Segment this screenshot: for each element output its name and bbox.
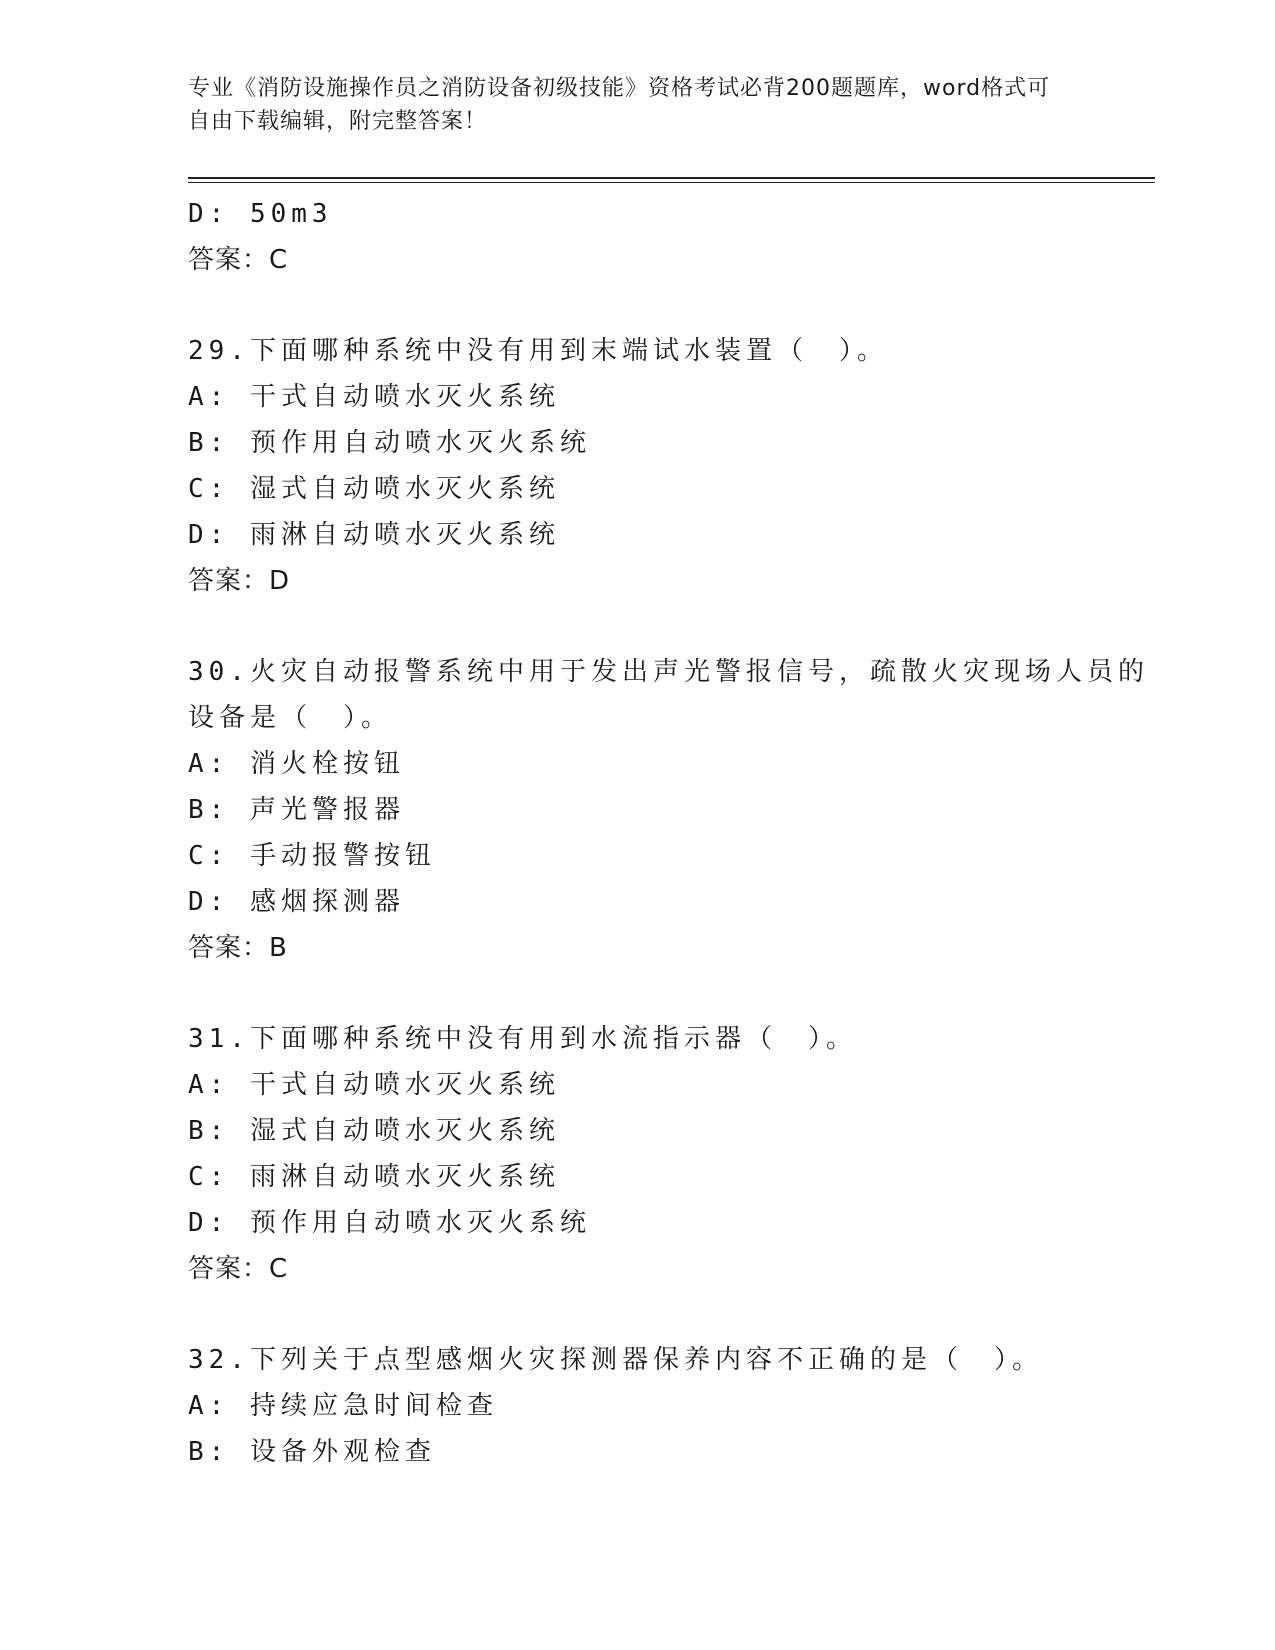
header-divider-thick	[188, 177, 1155, 179]
question-29-option-b: B: 预作用自动喷水灭火系统	[188, 428, 591, 458]
prev-option-d: D: 50m3	[188, 199, 333, 229]
page-header-title: 专业《消防设施操作员之消防设备初级技能》资格考试必背200题题库，word格式可自由下载编辑，附完整答案！	[188, 76, 1051, 134]
question-31-option-b: B: 湿式自动喷水灭火系统	[188, 1116, 560, 1146]
question-30-option-c: C: 手动报警按钮	[188, 841, 436, 871]
question-30-title-line2: 设备是（ ）。	[188, 703, 393, 733]
question-29-option-d: D: 雨淋自动喷水灭火系统	[188, 520, 560, 550]
question-29-option-c: C: 湿式自动喷水灭火系统	[188, 474, 560, 504]
question-29-title: 29.下面哪种系统中没有用到末端试水装置（ ）。	[188, 336, 888, 366]
spacer	[188, 971, 1088, 1016]
question-30-option-a: A: 消火栓按钮	[188, 749, 405, 779]
prev-answer: 答案：C	[188, 245, 289, 275]
question-30-option-b: B: 声光警报器	[188, 795, 405, 825]
question-29-answer: 答案：D	[188, 566, 291, 596]
question-31-title: 31.下面哪种系统中没有用到水流指示器（ ）。	[188, 1024, 857, 1054]
question-32-option-b: B: 设备外观检查	[188, 1437, 436, 1467]
question-32-title: 32.下列关于点型感烟火灾探测器保养内容不正确的是（ ）。	[188, 1345, 1043, 1375]
question-31-answer: 答案：C	[188, 1254, 289, 1284]
question-30-answer: 答案：B	[188, 933, 288, 963]
question-31-option-d: D: 预作用自动喷水灭火系统	[188, 1208, 591, 1238]
question-29-option-a: A: 干式自动喷水灭火系统	[188, 382, 560, 412]
header-divider-thin	[188, 182, 1155, 183]
question-30-option-d: D: 感烟探测器	[188, 887, 405, 917]
question-content	[188, 191, 1149, 1475]
question-30-title-line1: 30.火灾自动报警系统中用于发出声光警报信号，疏散火灾现场人员的	[188, 657, 1149, 687]
question-31-option-c: C: 雨淋自动喷水灭火系统	[188, 1162, 560, 1192]
spacer	[188, 283, 1088, 328]
question-31-option-a: A: 干式自动喷水灭火系统	[188, 1070, 560, 1100]
spacer	[188, 604, 1088, 649]
question-32-option-a: A: 持续应急时间检查	[188, 1391, 498, 1421]
spacer	[188, 1292, 1088, 1337]
